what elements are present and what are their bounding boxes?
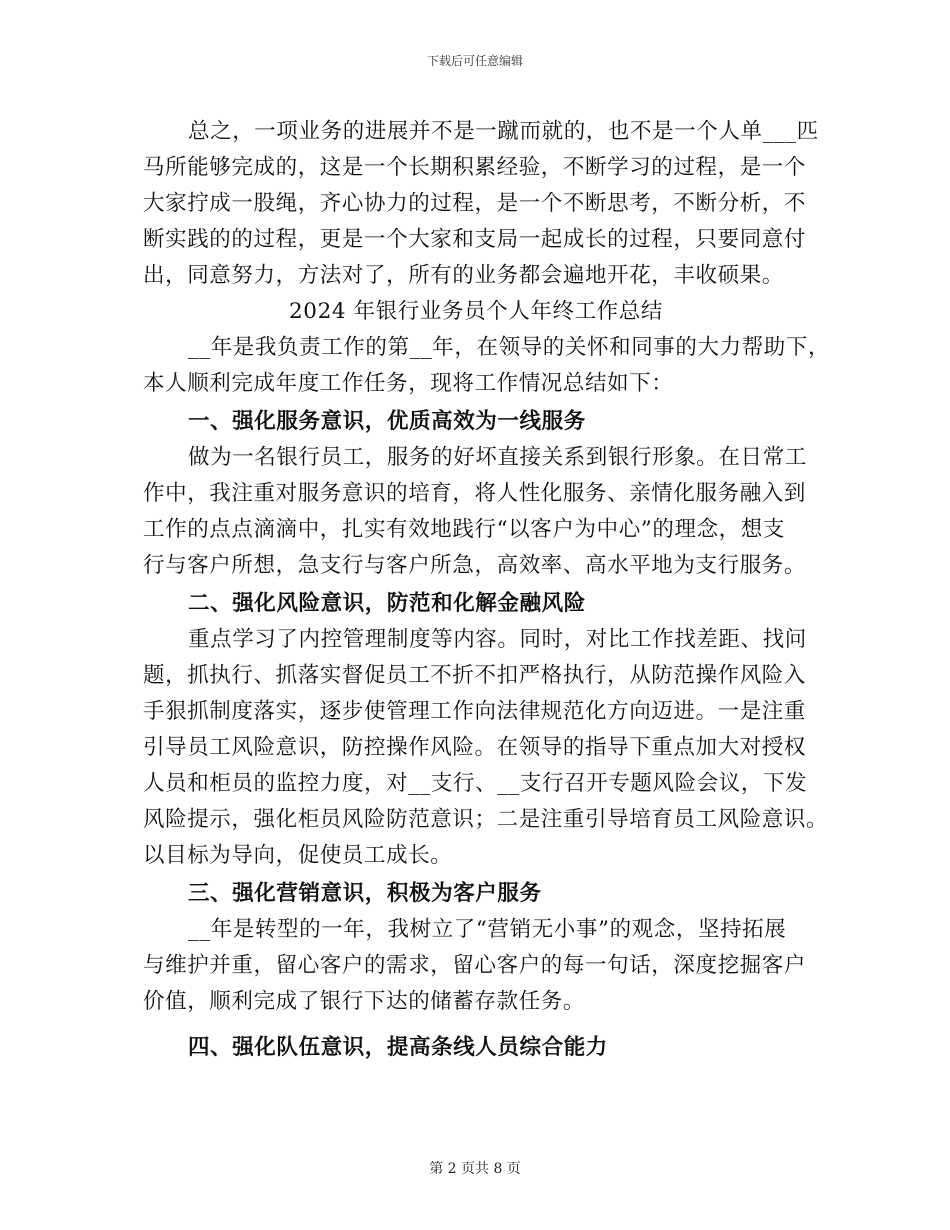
paragraph-line: __年是转型的一年，我树立了“营销无小事”的观念，坚持拓展 xyxy=(188,917,787,942)
paragraph-line: 人员和柜员的监控力度，对__支行、__支行召开专题风险会议，下发 xyxy=(143,771,808,796)
section-heading: 三、强化营销意识，积极为客户服务 xyxy=(188,881,542,906)
paragraph-line: 总之，一项业务的进展并不是一蹴而就的，也不是一个人单___匹 xyxy=(188,119,819,144)
paragraph-line: 以目标为导向，促使员工成长。 xyxy=(143,843,453,868)
paragraph-line: __年是我负责工作的第__年，在领导的关怀和同事的大力帮助下， xyxy=(188,335,831,360)
section-heading: 二、强化风险意识，防范和化解金融风险 xyxy=(188,591,586,616)
page-header: 下载后可任意编辑 xyxy=(426,54,523,68)
document-body xyxy=(143,114,831,1066)
page-footer: 第 2 页共 8 页 xyxy=(429,1161,521,1177)
spacer xyxy=(143,1020,809,1028)
paragraph-line: 大家拧成一股绳，齐心协力的过程，是一个不断思考，不断分析，不 xyxy=(143,191,807,216)
section-heading: 四、强化队伍意识，提高条线人员综合能力 xyxy=(188,1035,608,1060)
document-title: 2024 年银行业务员个人年终工作总结 xyxy=(289,299,663,324)
paragraph-line: 本人顺利完成年度工作任务，现将工作情况总结如下： xyxy=(143,371,674,396)
paragraph-line: 做为一名银行员工，服务的好坏直接关系到银行形象。在日常工 xyxy=(188,445,807,470)
paragraph-line: 马所能够完成的，这是一个长期积累经验，不断学习的过程，是一个 xyxy=(143,155,807,180)
paragraph-line: 行与客户所想，急支行与客户所急，高效率、高水平地为支行服务。 xyxy=(143,553,807,578)
paragraph-line: 引导员工风险意识，防控操作风险。在领导的指导下重点加大对授权 xyxy=(143,735,807,760)
paragraph-line: 出，同意努力，方法对了，所有的业务都会遍地开花，丰收硕果。 xyxy=(143,263,784,288)
paragraph-line: 手狠抓制度落实，逐步使管理工作向法律规范化方向迈进。一是注重 xyxy=(143,699,807,724)
paragraph-line: 与维护并重，留心客户的需求，留心客户的每一句话，深度挖掘客户 xyxy=(143,953,807,978)
paragraph-line: 断实践的的过程，更是一个大家和支局一起成长的过程，只要同意付 xyxy=(143,227,807,252)
paragraph-line: 价值，顺利完成了银行下达的储蓄存款任务。 xyxy=(143,989,586,1014)
section-heading: 一、强化服务意识，优质高效为一线服务 xyxy=(188,409,586,434)
paragraph-line: 风险提示，强化柜员风险防范意识；二是注重引导培育员工风险意识。 xyxy=(143,807,829,832)
paragraph-line: 题，抓执行、抓落实督促员工不折不扣严格执行，从防范操作风险入 xyxy=(143,663,807,688)
paragraph-line: 重点学习了内控管理制度等内容。同时，对比工作找差距、找问 xyxy=(188,627,807,652)
paragraph-line: 工作的点点滴滴中，扎实有效地践行“以客户为中心”的理念，想支 xyxy=(143,517,785,542)
paragraph-line: 作中，我注重对服务意识的培育，将人性化服务、亲情化服务融入到 xyxy=(143,481,807,506)
